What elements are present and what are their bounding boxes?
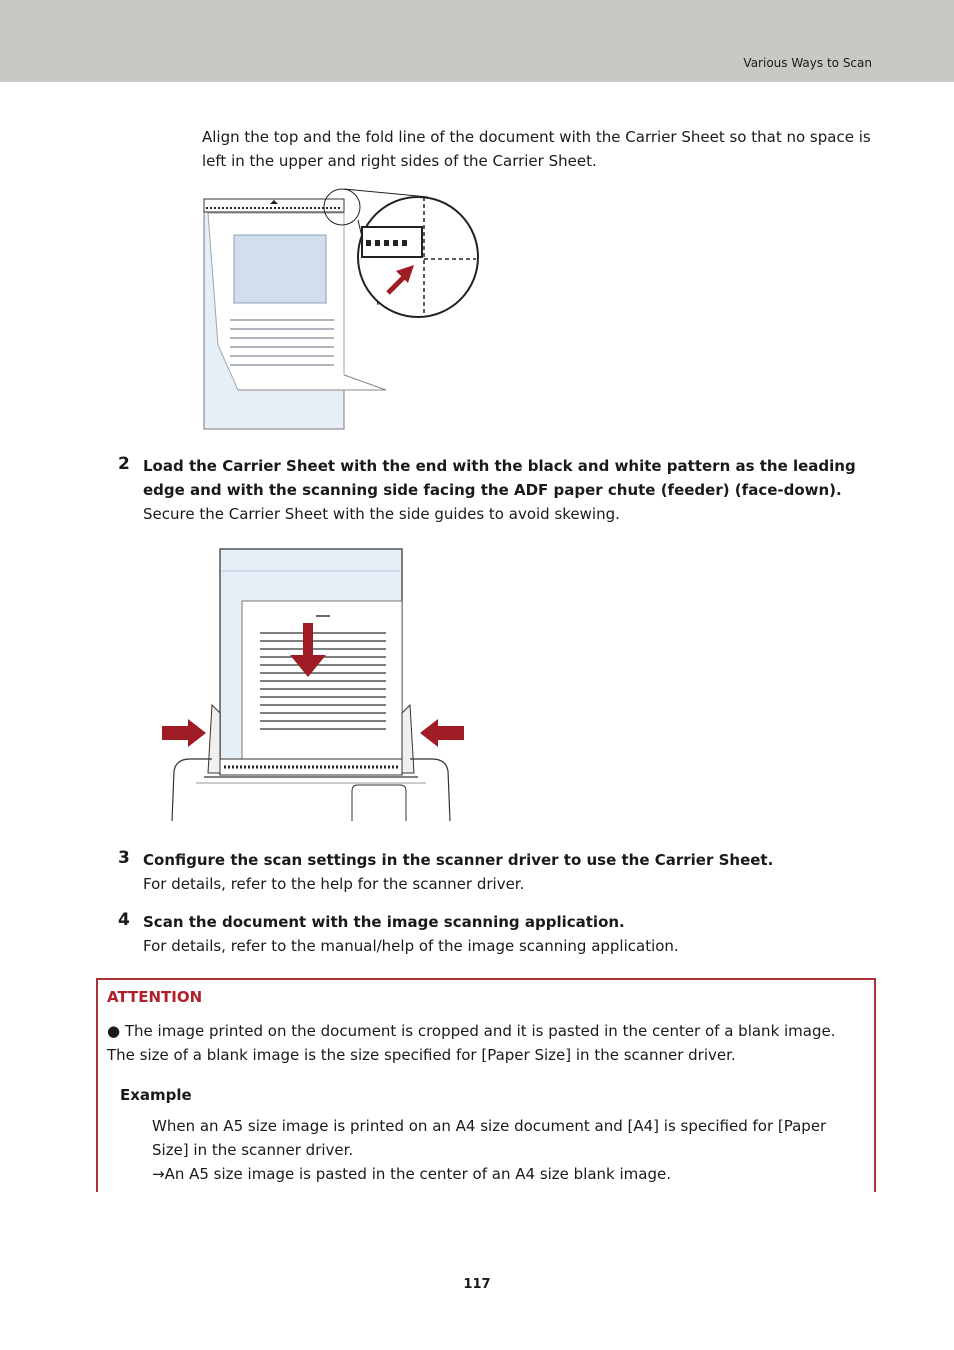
attention-title: ATTENTION xyxy=(107,988,203,1006)
example-result: →An A5 size image is pasted in the center of an A4 size blank image. xyxy=(152,1165,672,1183)
header-title: Various Ways to Scan xyxy=(743,56,872,70)
page-number: 117 xyxy=(463,1277,491,1292)
attention-bullet-item xyxy=(107,1019,863,1067)
step-2-detail: Secure the Carrier Sheet with the side guides to avoid skewing. xyxy=(143,505,620,523)
step-3-detail: For details, refer to the help for the scanner driver. xyxy=(143,875,525,893)
carrier-sheet-alignment-illustration xyxy=(198,185,488,435)
example-text: When an A5 size image is printed on an A4 size document and [A4] is specified for [Paper Size] in the scanner driver. xyxy=(152,1117,827,1159)
step-4-heading: Scan the document with the image scanning application. xyxy=(143,913,625,931)
intro-text: Align the top and the fold line of the document with the Carrier Sheet so that no space is left in the upper and right sides of the Carrier Sheet. xyxy=(202,128,871,170)
step-4-number: 4 xyxy=(118,910,130,930)
step-3-number: 3 xyxy=(118,848,130,868)
attention-bullet-text: The image printed on the document is cropped and it is pasted in the center of a blank image. The size of a blank image is the size specified for [Paper Size] in the scanner driver. xyxy=(107,1022,836,1064)
scanner-loading-illustration xyxy=(156,545,476,825)
step-3-heading: Configure the scan settings in the scanner driver to use the Carrier Sheet. xyxy=(143,851,774,869)
bullet-icon: ● xyxy=(107,1022,121,1040)
example-label: Example xyxy=(120,1086,192,1104)
step-2-heading: Load the Carrier Sheet with the end with the black and white pattern as the leading edge and with the scanning side facing the ADF paper chute (feeder) (face-down). xyxy=(143,457,856,499)
step-4-detail: For details, refer to the manual/help of the image scanning application. xyxy=(143,937,679,955)
step-2-number: 2 xyxy=(118,454,130,474)
